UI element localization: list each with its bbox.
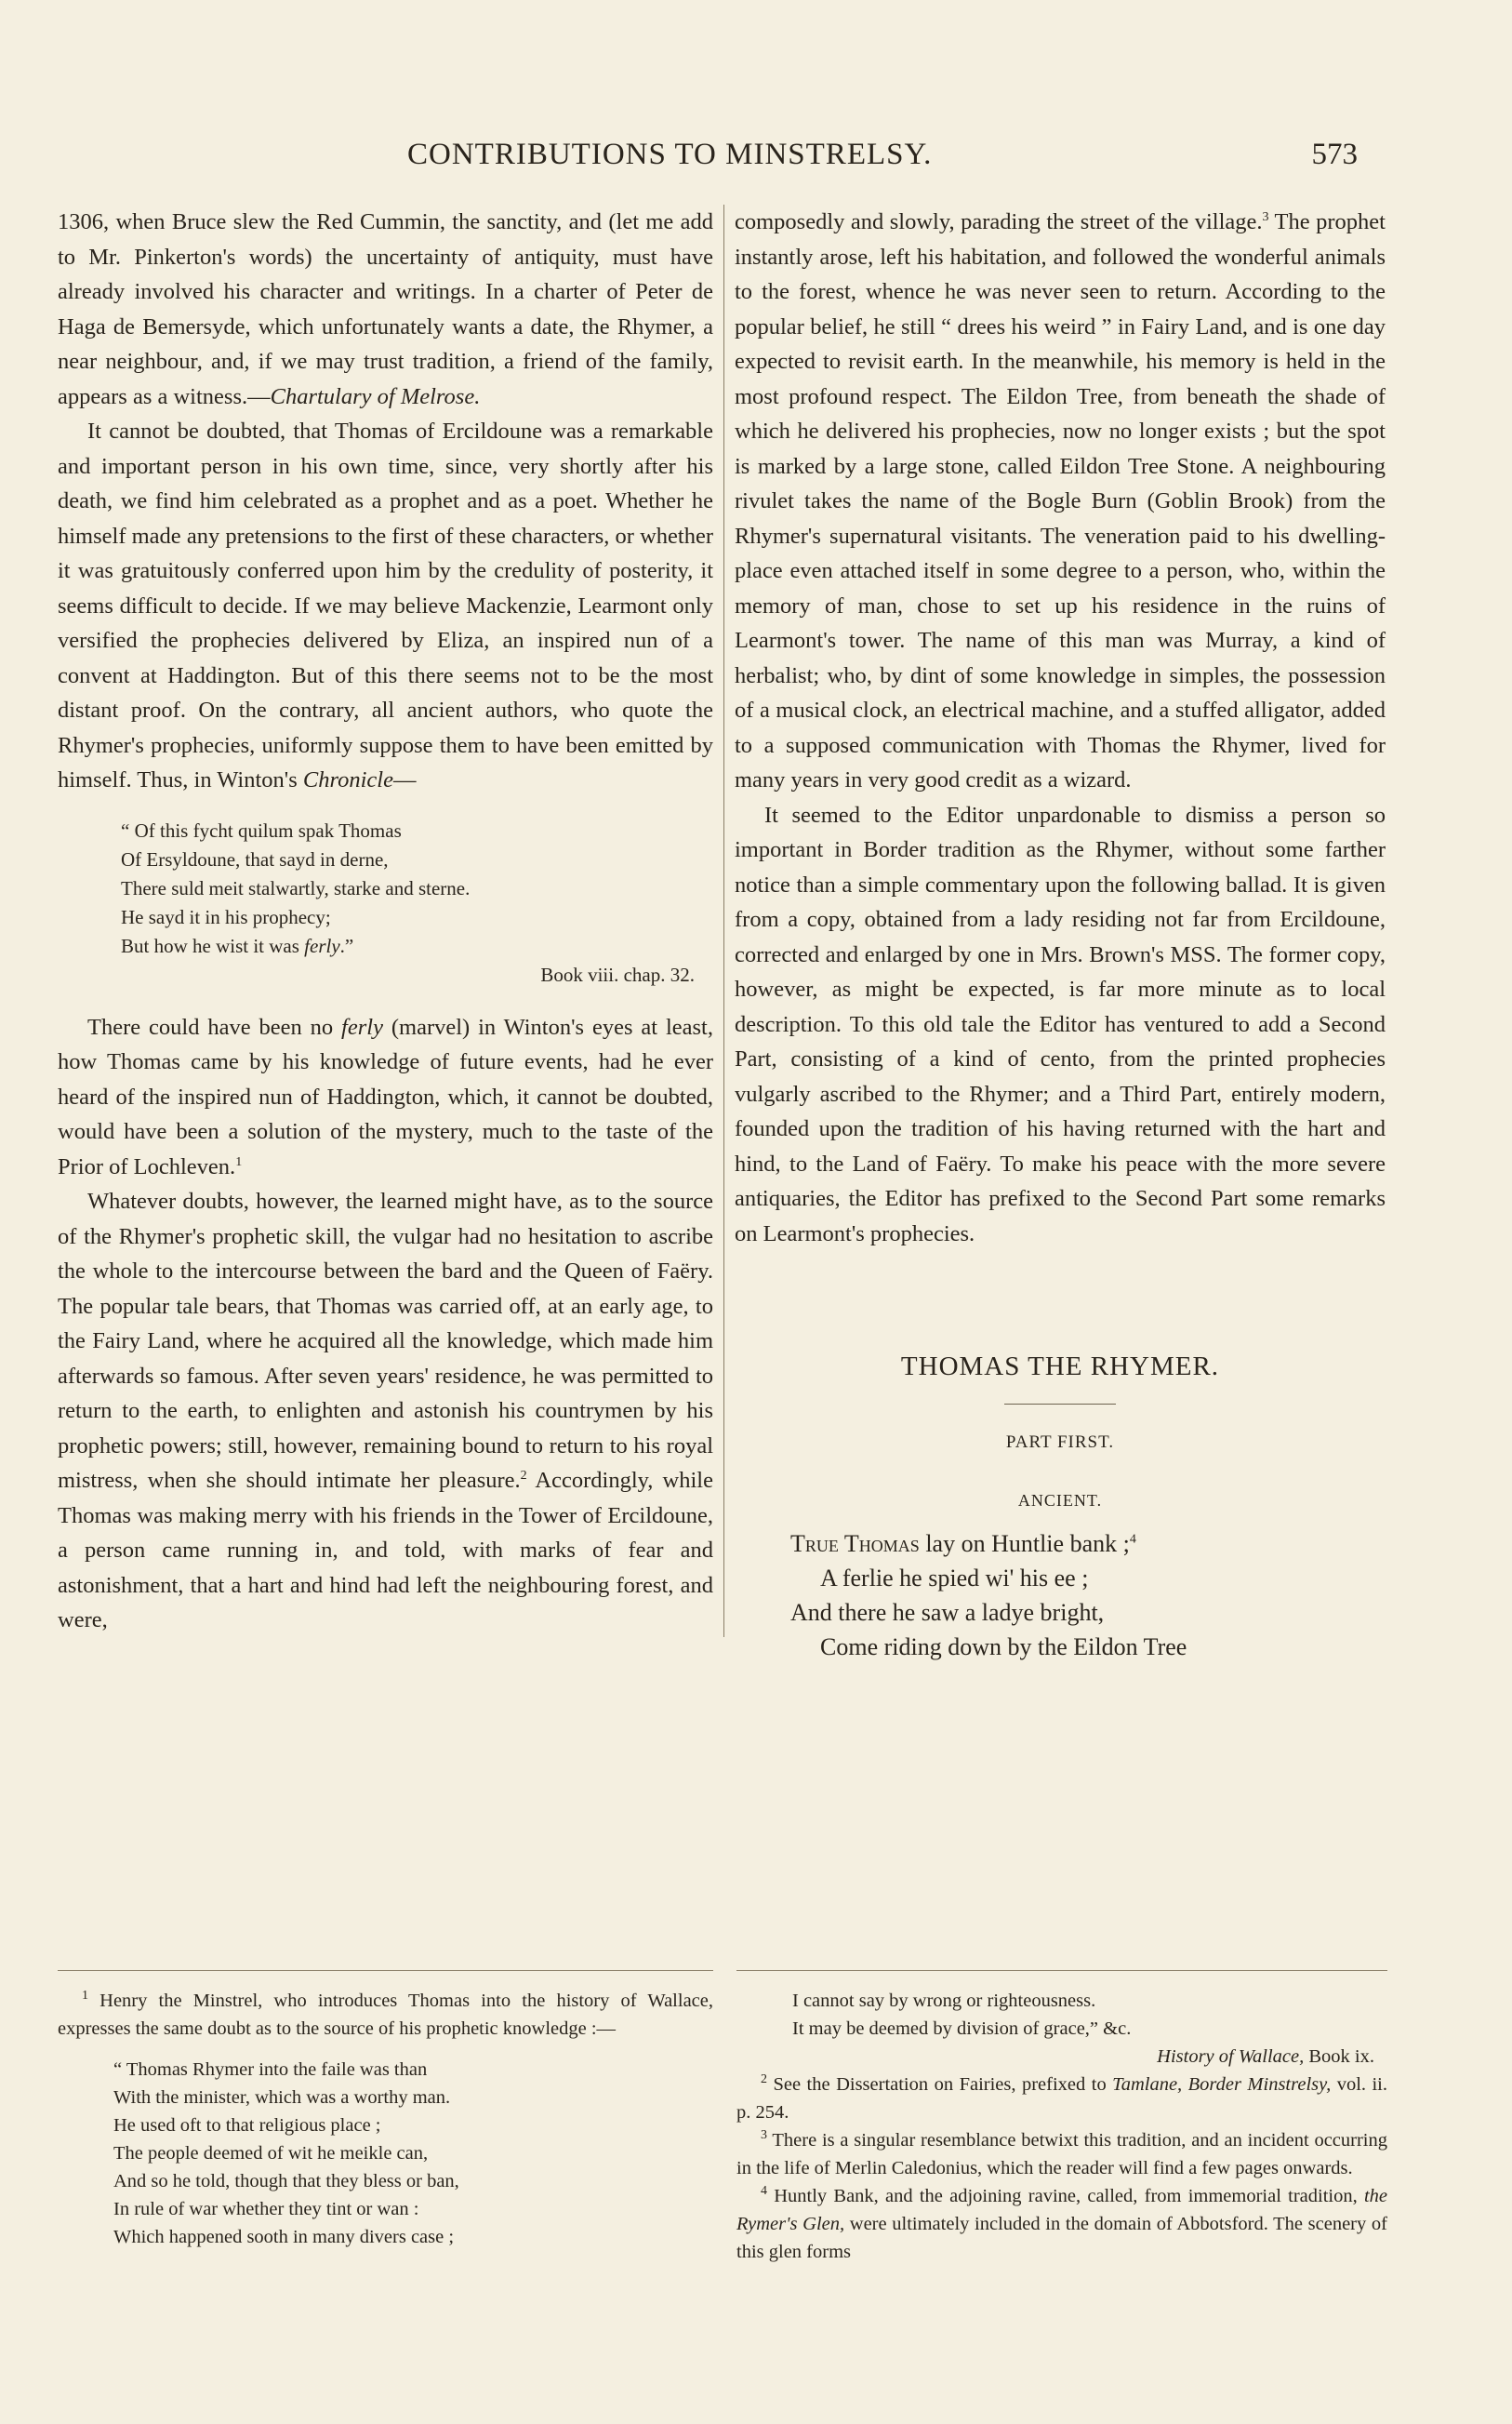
verse-line: Of Ersyldoune, that sayd in derne,	[121, 847, 389, 871]
footnote-ref: 4	[1129, 1531, 1136, 1546]
footnotes-right	[736, 1987, 1387, 2266]
verse-line: In rule of war whether they tint or wan :	[113, 2199, 419, 2219]
footnote: $^1$ Henry the Minstrel, who introduces Thomas into the history of Wallace, expresses the same doubt as to the source of his prophetic knowledge :—	[58, 1989, 713, 2039]
section-title: THOMAS THE RHYMER.	[900, 1352, 1220, 1381]
paragraph: It seemed to the Editor unpardonable to dismiss a person so important in Border tradition as the Rhymer, without some farther notice than a simple commentary upon the following ballad. It is given from a copy, obtained from a lady residing not far from Ercildoune, corrected and enlarged by one in Mrs. Brown's MSS. The former copy, however, as might be expected, is far more minute as to local description. To this old tale the Editor has ventured to add a Second Part, consisting of a kind of cento, from the printed prophecies vulgarly ascribed to the Rhymer; and a Third Part, entirely modern, founded upon the tradition of his having returned with the hart and hind, to the Land of Faëry. To make his peace with the more severe antiquaries, the Editor has prefixed to the Second Part some remarks on Learmont's prophecies.	[735, 802, 1386, 1246]
verse-line: There suld meit stalwartly, starke and sterne.	[121, 876, 471, 899]
footnote-verse-continued	[792, 1987, 1387, 2071]
quote-citation: Book viii. chap. 32.	[540, 963, 695, 986]
column-divider	[723, 205, 724, 1637]
verse-line: I cannot say by wrong or righteousness.	[792, 1991, 1096, 2011]
footnote-rule	[58, 1970, 713, 1971]
left-column	[58, 205, 713, 1638]
ballad-line: True Thomas lay on Huntlie bank ;$^4$	[790, 1529, 1136, 1557]
footnote-rule	[736, 1970, 1387, 1971]
ballad-line: A ferlie he spied wi' his ee ;	[820, 1564, 1089, 1592]
verse-line: It may be deemed by division of grace,” &c.	[792, 2018, 1132, 2039]
verse-quote	[121, 817, 713, 990]
footnotes-left	[58, 1987, 713, 2251]
part-label: PART FIRST.	[1005, 1432, 1115, 1452]
verse-line: The people deemed of wit he meikle can,	[113, 2143, 429, 2164]
footnote: $^2$ See the Dissertation on Fairies, prefixed to Tamlane, Border Minstrelsy, vol. ii. p. 254.	[736, 2072, 1388, 2123]
ancient-label: ANCIENT.	[1017, 1491, 1103, 1510]
ballad-line: Come riding down by the Eildon Tree	[820, 1632, 1187, 1660]
footnote-ref: 1	[235, 1154, 243, 1169]
paragraph: There could have been no ferly (marvel) in Winton's eyes at least, how Thomas came by his knowledge of future events, had he ever heard of the inspired nun of Haddington, which, it cannot be doubted, would have been a solution of the mystery, much to the taste of the Prior of Lochleven.$^1$	[58, 1014, 713, 1179]
ballad-line: And there he saw a ladye bright,	[790, 1598, 1105, 1626]
running-title: CONTRIBUTIONS TO MINSTRELSY.	[407, 138, 933, 171]
right-column	[735, 205, 1386, 1664]
verse-line: And so he told, though that they bless or ban,	[113, 2171, 459, 2191]
footnote-ref: 3	[1262, 209, 1269, 224]
paragraph: composedly and slowly, parading the street of the village.$^3$ The prophet instantly arose, left his habitation, and followed the wonderful animals to the forest, whence he was never seen to return. According to the popular belief, he still “ drees his weird ” in Fairy Land, and is one day expected to revisit earth. In the meanwhile, his memory is held in the most profound respect. The Eildon Tree, from beneath the shade of which he delivered his prophecies, now no longer exists ; but the spot is marked by a large stone, called Eildon Tree Stone. A neighbouring rivulet takes the name of the Bogle Burn (Goblin Brook) from the Rhymer's supernatural visitants. The veneration paid to his dwelling-place even attached itself in some degree to a person, who, within the memory of man, chose to set up his residence in the ruins of Learmont's tower. The name of this man was Murray, a kind of herbalist; who, by dint of some knowledge in simples, the possession of a musical clock, an electrical machine, and a stuffed alligator, added to a supposed communication with Thomas the Rhymer, lived for many years in very good credit as a wizard.	[735, 209, 1386, 792]
verse-line: With the minister, which was a worthy man.	[113, 2087, 451, 2108]
verse-line: “ Of this fycht quilum spak Thomas	[121, 819, 402, 842]
verse-line: He sayd it in his prophecy;	[121, 905, 331, 928]
title-rule	[1004, 1404, 1116, 1405]
verse-line: “ Thomas Rhymer into the faile was than	[113, 2059, 428, 2080]
ballad-stanza	[735, 1526, 1386, 1664]
page-header	[56, 138, 1358, 175]
verse-citation: History of Wallace, Book ix.	[1157, 2046, 1374, 2067]
paragraph: It cannot be doubted, that Thomas of Ercildoune was a remarkable and important person in his own time, since, very shortly after his death, we find him celebrated as a prophet and as a poet. Whether he himself made any pretensions to the first of these characters, or whether it was gratuitously conferred upon him by the credulity of posterity, it seems difficult to decide. If we may believe Mackenzie, Learmont only versified the prophecies delivered by Eliza, an inspired nun of a convent at Haddington. But of this there seems not to be the most distant proof. On the contrary, all ancient authors, who quote the Rhymer's prophecies, uniformly suppose them to have been emitted by himself. Thus, in Winton's Chronicle—	[58, 419, 713, 792]
paragraph: Whatever doubts, however, the learned might have, as to the source of the Rhymer's prophetic skill, the vulgar had no hesitation to ascribe the whole to the intercourse between the bard and the Queen of Faëry. The popular tale bears, that Thomas was carried off, at an early age, to the Fairy Land, where he acquired all the knowledge, which made him afterwards so famous. After seven years' residence, he was permitted to return to the earth, to enlighten and astonish his countrymen by his prophetic powers; still, however, remaining bound to return to his royal mistress, when she should intimate her pleasure.$^2$ Accordingly, while Thomas was making merry with his friends in the Tower of Ercildoune, a person came running in, and told, with marks of fear and astonishment, that a hart and hind had left the neighbouring forest, and were,	[58, 1189, 713, 1632]
footnote: $^4$ Huntly Bank, and the adjoining ravine, called, from immemorial tradition, the Rymer's Glen, were ultimately included in the domain of Abbotsford. The scenery of this glen forms	[736, 2184, 1387, 2262]
paragraph: 1306, when Bruce slew the Red Cummin, the sanctity, and (let me add to Mr. Pinkerton's words) the uncertainty of antiquity, must have already involved his character and writings. In a charter of Peter de Haga de Bemersyde, which unfortunately wants a date, the Rhymer, a near neighbour, and, if we may trust tradition, a friend of the family, appears as a witness.—Chartulary of Melrose.	[58, 209, 713, 409]
verse-line: He used oft to that religious place ;	[113, 2115, 381, 2136]
footnote-ref: 2	[520, 1468, 527, 1483]
footnote: $^3$ There is a singular resemblance betwixt this tradition, and an incident occurring in the life of Merlin Caledonius, which the reader will find a few pages onwards.	[736, 2128, 1387, 2178]
page-number: 573	[1311, 138, 1358, 171]
footnote-verse	[113, 2056, 713, 2251]
verse-line: Which happened sooth in many divers case ;	[113, 2227, 455, 2247]
verse-line: But how he wist it was ferly.”	[121, 934, 354, 957]
